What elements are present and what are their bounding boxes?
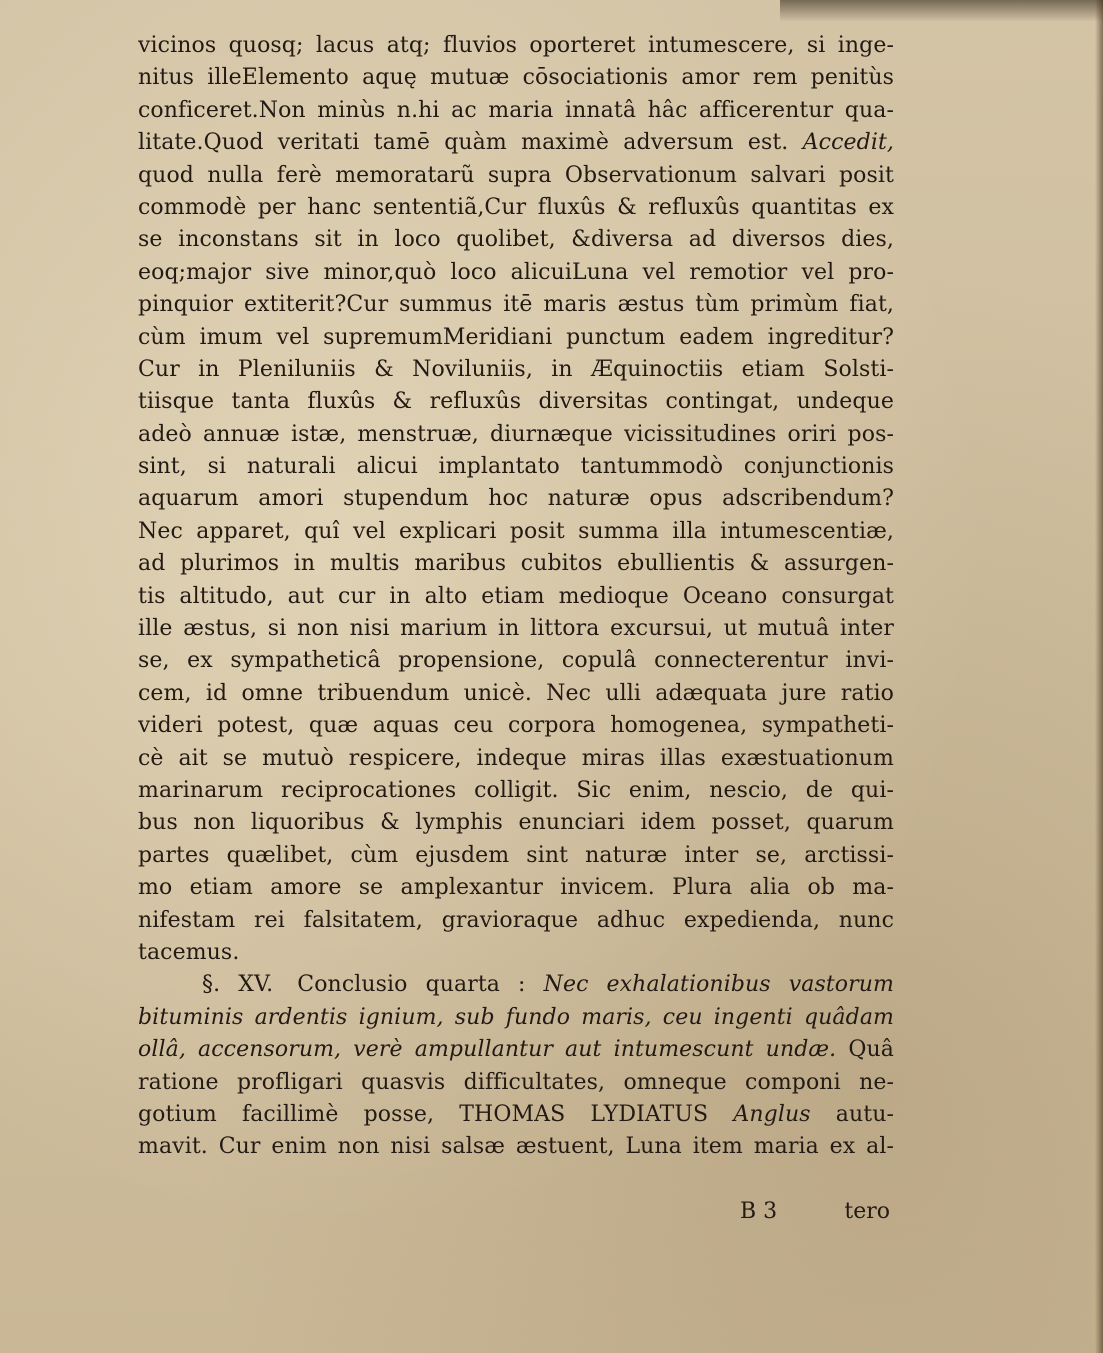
text-line: se inconstans sit in loco quolibet, &diversa ad diversos dies, <box>138 227 894 253</box>
signature-mark: B 3 <box>740 1199 778 1224</box>
text-line: ille æstus, si non nisi marium in littora excursui, ut mutuâ inter <box>138 616 894 642</box>
text-line: se, ex sympatheticâ propensione, copulâ connecterentur invi- <box>138 648 894 674</box>
text-line: eoq;major sive minor,quò loco alicuiLuna vel remotior vel pro- <box>138 259 894 285</box>
text-line: aquarum amori stupendum hoc naturæ opus adscribendum? <box>138 486 894 512</box>
main-text-block <box>138 30 894 1164</box>
text-line <box>138 127 894 159</box>
text-line: ad plurimos in multis maribus cubitos ebullientis & assurgen- <box>138 551 894 577</box>
text-segment: Quâ <box>836 1037 894 1063</box>
text-line: commodè per hanc sententiã,Cur fluxûs & refluxûs quantitas ex <box>138 194 894 220</box>
text-segment: autu- <box>810 1101 894 1127</box>
section-italic-text: Nec exhalationibus vastorum <box>543 972 894 998</box>
text-line: vicinos quosq; lacus atq; fluvios oporteret intumescere, si inge- <box>138 33 894 58</box>
italic-word-accedit: Accedit, <box>802 130 894 156</box>
page-shadow-top <box>780 0 1103 22</box>
text-segment: gotium facillimè posse, THOMAS LYDIATUS <box>138 1101 734 1127</box>
text-line: nitus illeElemento aquę mutuæ cōsociationis amor rem penitùs <box>138 65 894 91</box>
section-number: §. XV. <box>202 972 274 998</box>
text-line: tacemus. <box>138 939 240 965</box>
text-segment: litate.Quod veritati tamē quàm maximè adversum est. <box>138 130 803 156</box>
text-line: mo etiam amore se amplexantur invicem. Plura alia ob ma- <box>138 875 894 901</box>
text-line: sint, si naturali alicui implantato tantummodò conjunctionis <box>138 454 894 480</box>
text-line: pinquior extiterit?Cur summus itē maris æstus tùm primùm fiat, <box>138 292 894 318</box>
text-line: adeò annuæ istæ, menstruæ, diurnæque vicissitudines oriri pos- <box>138 421 894 447</box>
italic-word-anglus: Anglus <box>733 1101 811 1127</box>
page-footer <box>138 1196 890 1228</box>
text-line: quod nulla ferè memoratarũ supra Observationum salvari posit <box>138 162 894 188</box>
text-line: bus non liquoribus & lymphis enunciari idem posset, quarum <box>138 810 894 836</box>
text-line: marinarum reciprocationes colligit. Sic enim, nescio, de qui- <box>138 777 894 803</box>
text-line: cùm imum vel supremumMeridiani punctum eadem ingreditur? <box>138 324 894 350</box>
section-line: ratione profligari quasvis difficultates, omneque componi ne- <box>138 1069 894 1095</box>
text-line: Cur in Pleniluniis & Noviluniis, in Æquinoctiis etiam Solsti- <box>138 356 894 382</box>
text-line: cem, id omne tribuendum unicè. Nec ulli adæquata jure ratio <box>138 680 894 706</box>
section-line <box>138 1099 894 1131</box>
text-line: videri potest, quæ aquas ceu corpora homogenea, sympatheti- <box>138 713 894 739</box>
text-line: tis altitudo, aut cur in alto etiam medioque Oceano consurgat <box>138 583 894 609</box>
section-heading-line <box>138 969 894 1001</box>
text-line: cè ait se mutuò respicere, indeque miras illas exæstuationum <box>138 745 894 771</box>
section-line: mavit. Cur enim non nisi salsæ æstuent, Luna item maria ex al- <box>138 1134 894 1160</box>
section-lead: Conclusio quarta : <box>297 972 544 998</box>
text-line: partes quælibet, cùm ejusdem sint naturæ inter se, arctissi- <box>138 842 894 868</box>
section-line <box>138 1034 894 1066</box>
section-italic-text: ollâ, accensorum, verè ampullantur aut intumescunt undæ. <box>138 1037 837 1063</box>
page-shadow-right <box>1095 0 1103 1353</box>
text-line: nifestam rei falsitatem, gravioraque adhuc expedienda, nunc <box>138 907 894 933</box>
catchword: tero <box>844 1199 890 1224</box>
text-line: conficeret.Non minùs n.hi ac maria innatâ hâc afficerentur qua- <box>138 97 894 123</box>
section-line: bituminis ardentis ignium, sub fundo maris, ceu ingenti quâdam <box>138 1004 894 1030</box>
text-line: tiisque tanta fluxûs & refluxûs diversitas contingat, undeque <box>138 389 894 415</box>
text-line: Nec apparet, quî vel explicari posit summa illa intumescentiæ, <box>138 518 894 544</box>
